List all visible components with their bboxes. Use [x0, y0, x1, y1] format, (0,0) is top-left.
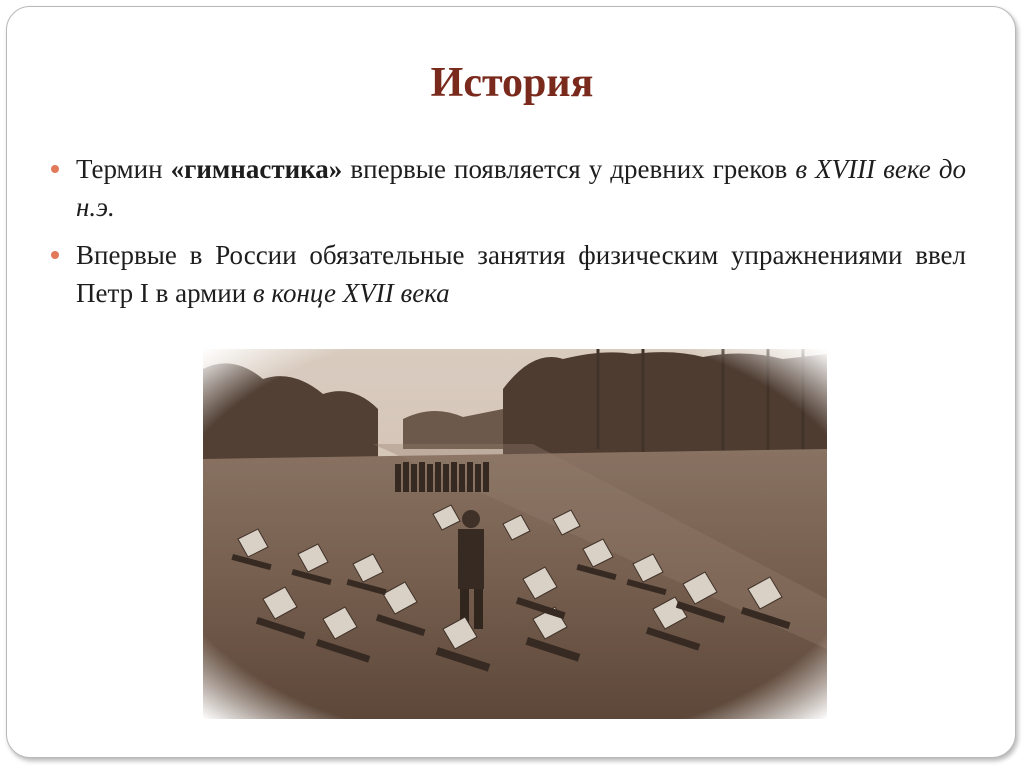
- bullet-dot-icon: [51, 165, 59, 173]
- historical-photo: [203, 349, 827, 719]
- term-bold: «гимнастика»: [170, 154, 343, 184]
- bullet-text-part: Термин: [76, 154, 171, 184]
- date-italic: в конце XVII века: [252, 278, 450, 308]
- bullet-text: [76, 240, 966, 308]
- bullet-item: [46, 150, 966, 226]
- photo-soldiers-gymnastics-icon: [203, 349, 827, 719]
- bullet-list: [46, 150, 966, 322]
- bullet-item: [46, 236, 966, 312]
- bullet-text-part: впервые появляется у древних греков: [342, 154, 796, 184]
- date-italic: в XVIII веке до н.э.: [76, 154, 966, 222]
- slide-title: История: [430, 60, 594, 106]
- bullet-text-part: Впервые в России обязательные занятия физическим упражнениями ввел Петр I в армии: [76, 240, 966, 308]
- bullet-text: [76, 154, 966, 222]
- bullet-dot-icon: [51, 251, 59, 259]
